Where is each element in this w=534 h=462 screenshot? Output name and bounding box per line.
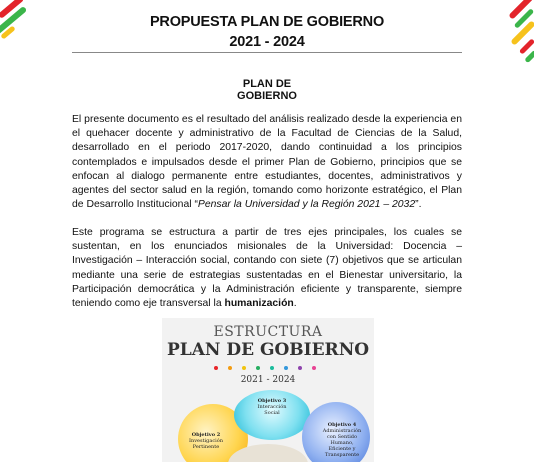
plan-name: Pensar la Universidad y la Región 2021 – 2032 [197, 199, 416, 211]
paragraph-intro [72, 113, 462, 212]
section-title-line2: GOBIERNO [237, 90, 297, 102]
dot-5 [270, 366, 274, 370]
objective-4-text4: Transparente [324, 452, 360, 458]
diagram-title: ESTRUCTURA [213, 324, 323, 340]
dot-8 [312, 366, 316, 370]
paragraph-structure-end: . [293, 298, 297, 310]
objective-3-text2: Social [264, 410, 280, 416]
objective-4-text2: con Sentido Humano, [326, 434, 358, 446]
dot-2 [228, 366, 232, 370]
objective-2-title: Objetivo 2 [191, 432, 221, 438]
paragraph-intro-end: ”. [415, 199, 422, 211]
objective-4-text1: Administración [322, 428, 362, 434]
header-divider [72, 52, 462, 53]
dot-6 [284, 366, 288, 370]
document-years: 2021 - 2024 [229, 34, 305, 50]
dot-4 [256, 366, 260, 370]
objective-4-text3: Eficiente y [328, 446, 356, 452]
humanization-term: humanización [224, 298, 294, 310]
objective-3-text1: Interacción [257, 404, 287, 410]
document-title: PROPUESTA PLAN DE GOBIERNO [149, 14, 385, 30]
dot-1 [214, 366, 218, 370]
paragraph-structure-text: Este programa se estructura a partir de tres ejes principales, los cuales se sustentan, en los enunciados misionales de la Universidad: Docencia – Investigación – Interacción social, contando con siete (7) objetivos que se articulan mediante una serie de estrategias sustentadas en el Bienestar universitario, la Participación democrática y la Administración eficiente y transparente, siempre teniendo como eje transversal la [72, 227, 462, 310]
paragraph-intro-text: El presente documento es el resultado del análisis realizado desde la experiencia en el quehacer docente y administrativo de la Facultad de Ciencias de la Salud, desarrollado en el periodo 2017-2020, dando continuidad a los principios contemplados e impulsados desde el primer Plan de Gobierno, principios que se enfocan al dialogo permanente entre estudiantes, docentes, administrativos y agentes del sector salud en la región, tomando como horizonte estratégico, el Plan de Desarrollo Institucional “ [72, 114, 462, 211]
section-title-line1: PLAN DE [242, 78, 292, 90]
objective-2-text2: Pertinente [192, 444, 220, 450]
objective-4-label [320, 422, 364, 458]
objective-2-label [186, 432, 226, 450]
objective-2-text1: Investigación [189, 438, 223, 444]
diagram-years: 2021 - 2024 [240, 375, 296, 385]
diagram-subtitle: PLAN DE GOBIERNO [166, 340, 370, 360]
objective-3-label [254, 398, 290, 416]
objective-4-title: Objetivo 4 [327, 422, 357, 428]
color-dots [214, 366, 324, 372]
dot-7 [298, 366, 302, 370]
objective-3-title: Objetivo 3 [257, 398, 287, 404]
paragraph-structure [72, 226, 462, 311]
dot-3 [242, 366, 246, 370]
structure-diagram [162, 318, 374, 462]
